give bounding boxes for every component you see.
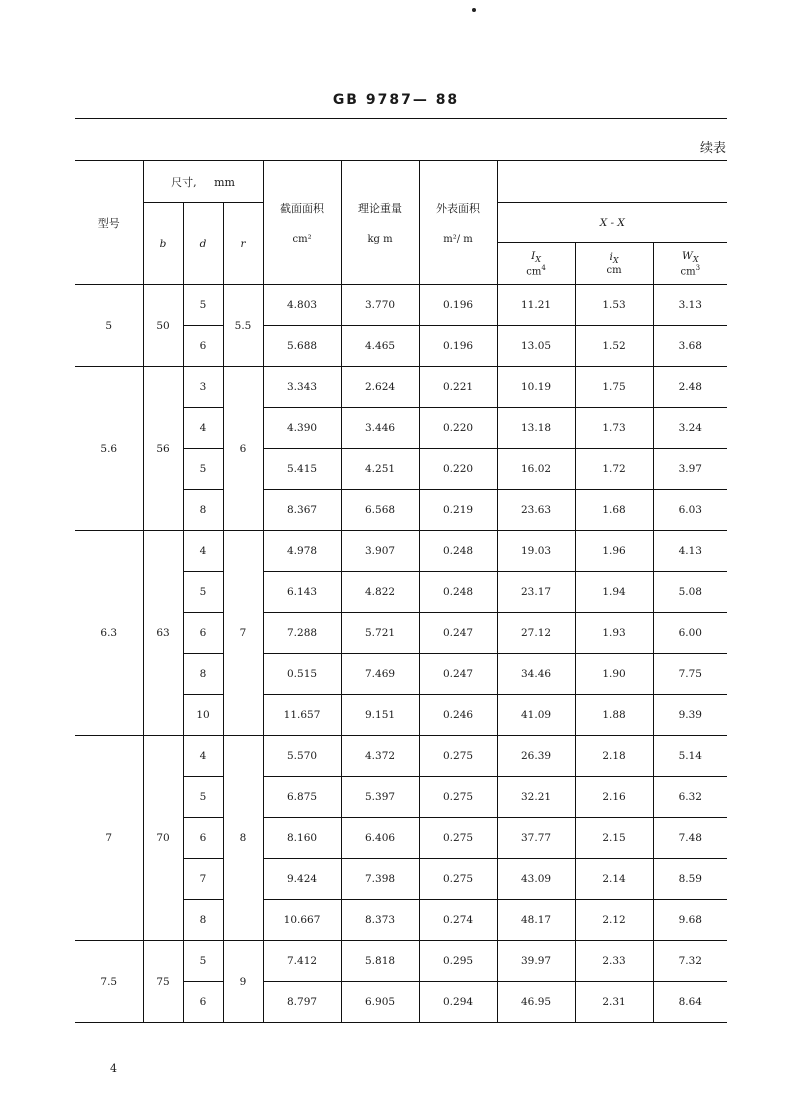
moment-of-inertia-cell: 11.21 xyxy=(497,285,575,326)
d-cell: 5 xyxy=(183,941,223,982)
weight-cell: 7.469 xyxy=(341,654,419,695)
area-cell: 5.415 xyxy=(263,449,341,490)
d-cell: 6 xyxy=(183,613,223,654)
radius-of-gyration-cell: 1.94 xyxy=(575,572,653,613)
radius-of-gyration-cell: 2.31 xyxy=(575,982,653,1023)
d-cell: 8 xyxy=(183,654,223,695)
section-modulus-cell: 8.64 xyxy=(653,982,727,1023)
r-cell: 8 xyxy=(223,736,263,941)
d-cell: 6 xyxy=(183,326,223,367)
radius-of-gyration-cell: 1.68 xyxy=(575,490,653,531)
moment-of-inertia-cell: 48.17 xyxy=(497,900,575,941)
weight-cell: 8.373 xyxy=(341,900,419,941)
radius-of-gyration-cell: 1.88 xyxy=(575,695,653,736)
section-modulus-cell: 7.48 xyxy=(653,818,727,859)
weight-cell: 5.818 xyxy=(341,941,419,982)
section-modulus-cell: 8.59 xyxy=(653,859,727,900)
section-modulus-cell: 3.13 xyxy=(653,285,727,326)
radius-of-gyration-cell: 1.93 xyxy=(575,613,653,654)
radius-of-gyration-cell: 1.96 xyxy=(575,531,653,572)
weight-cell: 2.624 xyxy=(341,367,419,408)
d-cell: 10 xyxy=(183,695,223,736)
area-cell: 5.688 xyxy=(263,326,341,367)
header-radius-of-gyration: $i_X$ cm xyxy=(575,243,653,285)
section-modulus-cell: 7.32 xyxy=(653,941,727,982)
area-cell: 10.667 xyxy=(263,900,341,941)
d-cell: 4 xyxy=(183,408,223,449)
surface-cell: 0.246 xyxy=(419,695,497,736)
surface-cell: 0.196 xyxy=(419,326,497,367)
header-area xyxy=(263,161,341,285)
weight-cell: 5.721 xyxy=(341,613,419,654)
model-cell: 6.3 xyxy=(75,531,143,736)
header-axis-group: X - X xyxy=(497,203,727,243)
model-cell: 5 xyxy=(75,285,143,367)
radius-of-gyration-cell: 1.73 xyxy=(575,408,653,449)
moment-of-inertia-cell: 41.09 xyxy=(497,695,575,736)
surface-cell: 0.275 xyxy=(419,736,497,777)
section-modulus-cell: 3.68 xyxy=(653,326,727,367)
table-row xyxy=(75,285,727,326)
moment-of-inertia-cell: 39.97 xyxy=(497,941,575,982)
moment-of-inertia-cell: 13.05 xyxy=(497,326,575,367)
surface-cell: 0.196 xyxy=(419,285,497,326)
area-cell: 9.424 xyxy=(263,859,341,900)
page-number: 4 xyxy=(110,1062,117,1075)
moment-of-inertia-cell: 46.95 xyxy=(497,982,575,1023)
weight-cell: 9.151 xyxy=(341,695,419,736)
header-dimensions-unit: mm xyxy=(214,175,235,189)
header-area-label: 截面面积 xyxy=(280,202,325,215)
area-cell: 7.288 xyxy=(263,613,341,654)
r-cell: 5.5 xyxy=(223,285,263,367)
header-b: b xyxy=(143,203,183,285)
header-axis-top xyxy=(497,161,727,203)
section-modulus-cell: 5.08 xyxy=(653,572,727,613)
section-modulus-cell: 5.14 xyxy=(653,736,727,777)
header-dimensions-label: 尺寸, xyxy=(171,175,197,189)
header-moment-of-inertia: $I_X$ $cm^4$ xyxy=(497,243,575,285)
radius-of-gyration-cell: 1.75 xyxy=(575,367,653,408)
radius-of-gyration-cell: 1.90 xyxy=(575,654,653,695)
b-cell: 75 xyxy=(143,941,183,1023)
section-modulus-cell: 3.97 xyxy=(653,449,727,490)
radius-of-gyration-cell: 2.14 xyxy=(575,859,653,900)
table-row xyxy=(75,367,727,408)
b-cell: 50 xyxy=(143,285,183,367)
radius-of-gyration-cell: 1.72 xyxy=(575,449,653,490)
section-modulus-cell: 6.00 xyxy=(653,613,727,654)
b-cell: 70 xyxy=(143,736,183,941)
area-cell: 6.143 xyxy=(263,572,341,613)
section-modulus-cell: 6.32 xyxy=(653,777,727,818)
moment-of-inertia-cell: 32.21 xyxy=(497,777,575,818)
d-cell: 4 xyxy=(183,736,223,777)
section-modulus-cell: 7.75 xyxy=(653,654,727,695)
area-cell: 7.412 xyxy=(263,941,341,982)
surface-cell: 0.219 xyxy=(419,490,497,531)
surface-cell: 0.294 xyxy=(419,982,497,1023)
moment-of-inertia-cell: 23.17 xyxy=(497,572,575,613)
radius-of-gyration-cell: 2.33 xyxy=(575,941,653,982)
surface-cell: 0.248 xyxy=(419,531,497,572)
surface-cell: 0.221 xyxy=(419,367,497,408)
d-cell: 3 xyxy=(183,367,223,408)
table-row xyxy=(75,531,727,572)
area-cell: 6.875 xyxy=(263,777,341,818)
continued-label: 续表 xyxy=(699,141,726,156)
b-cell: 63 xyxy=(143,531,183,736)
weight-cell: 4.465 xyxy=(341,326,419,367)
header-weight xyxy=(341,161,419,285)
area-cell: 0.515 xyxy=(263,654,341,695)
b-cell: 56 xyxy=(143,367,183,531)
section-modulus-cell: 2.48 xyxy=(653,367,727,408)
radius-of-gyration-cell: 2.12 xyxy=(575,900,653,941)
d-cell: 8 xyxy=(183,900,223,941)
section-modulus-cell: 3.24 xyxy=(653,408,727,449)
surface-cell: 0.275 xyxy=(419,818,497,859)
d-cell: 6 xyxy=(183,818,223,859)
d-cell: 4 xyxy=(183,531,223,572)
d-cell: 5 xyxy=(183,285,223,326)
weight-cell: 3.770 xyxy=(341,285,419,326)
radius-of-gyration-cell: 1.53 xyxy=(575,285,653,326)
steel-section-table xyxy=(75,160,727,1023)
table-row xyxy=(75,941,727,982)
area-cell: 4.803 xyxy=(263,285,341,326)
surface-cell: 0.220 xyxy=(419,449,497,490)
header-weight-label: 理论重量 xyxy=(358,202,403,215)
header-surface-unit: m²/ m xyxy=(443,234,473,245)
moment-of-inertia-cell: 37.77 xyxy=(497,818,575,859)
area-cell: 11.657 xyxy=(263,695,341,736)
moment-of-inertia-cell: 10.19 xyxy=(497,367,575,408)
table-row xyxy=(75,736,727,777)
section-modulus-cell: 9.68 xyxy=(653,900,727,941)
weight-cell: 3.907 xyxy=(341,531,419,572)
moment-of-inertia-cell: 13.18 xyxy=(497,408,575,449)
area-cell: 8.367 xyxy=(263,490,341,531)
area-cell: 8.160 xyxy=(263,818,341,859)
section-modulus-cell: 6.03 xyxy=(653,490,727,531)
weight-cell: 3.446 xyxy=(341,408,419,449)
surface-cell: 0.247 xyxy=(419,654,497,695)
moment-of-inertia-cell: 16.02 xyxy=(497,449,575,490)
header-rule xyxy=(75,118,727,119)
weight-cell: 7.398 xyxy=(341,859,419,900)
r-cell: 7 xyxy=(223,531,263,736)
surface-cell: 0.275 xyxy=(419,859,497,900)
header-d: d xyxy=(183,203,223,285)
radius-of-gyration-cell: 2.18 xyxy=(575,736,653,777)
header-surface xyxy=(419,161,497,285)
area-cell: 4.390 xyxy=(263,408,341,449)
d-cell: 5 xyxy=(183,777,223,818)
weight-cell: 6.568 xyxy=(341,490,419,531)
r-cell: 6 xyxy=(223,367,263,531)
d-cell: 5 xyxy=(183,572,223,613)
header-section-modulus: $W_X$ $cm^3$ xyxy=(653,243,727,285)
moment-of-inertia-cell: 43.09 xyxy=(497,859,575,900)
moment-of-inertia-cell: 27.12 xyxy=(497,613,575,654)
surface-cell: 0.248 xyxy=(419,572,497,613)
section-modulus-cell: 9.39 xyxy=(653,695,727,736)
header-r: r xyxy=(223,203,263,285)
model-cell: 5.6 xyxy=(75,367,143,531)
moment-of-inertia-cell: 23.63 xyxy=(497,490,575,531)
moment-of-inertia-cell: 26.39 xyxy=(497,736,575,777)
weight-cell: 4.251 xyxy=(341,449,419,490)
model-cell: 7.5 xyxy=(75,941,143,1023)
area-cell: 5.570 xyxy=(263,736,341,777)
area-cell: 8.797 xyxy=(263,982,341,1023)
document-code: GB 9787— 88 xyxy=(332,92,460,108)
header-model: 型号 xyxy=(75,161,143,285)
moment-of-inertia-cell: 19.03 xyxy=(497,531,575,572)
d-cell: 5 xyxy=(183,449,223,490)
surface-cell: 0.220 xyxy=(419,408,497,449)
section-modulus-cell: 4.13 xyxy=(653,531,727,572)
radius-of-gyration-cell: 2.16 xyxy=(575,777,653,818)
area-cell: 4.978 xyxy=(263,531,341,572)
d-cell: 8 xyxy=(183,490,223,531)
weight-cell: 5.397 xyxy=(341,777,419,818)
model-cell: 7 xyxy=(75,736,143,941)
surface-cell: 0.247 xyxy=(419,613,497,654)
table-body xyxy=(75,285,727,1023)
area-cell: 3.343 xyxy=(263,367,341,408)
header-dimensions xyxy=(143,161,263,203)
weight-cell: 4.372 xyxy=(341,736,419,777)
header-weight-unit: kg m xyxy=(367,234,393,245)
weight-cell: 6.406 xyxy=(341,818,419,859)
moment-of-inertia-cell: 34.46 xyxy=(497,654,575,695)
radius-of-gyration-cell: 1.52 xyxy=(575,326,653,367)
d-cell: 6 xyxy=(183,982,223,1023)
header-area-unit: cm² xyxy=(292,234,312,245)
radius-of-gyration-cell: 2.15 xyxy=(575,818,653,859)
weight-cell: 4.822 xyxy=(341,572,419,613)
header-surface-label: 外表面积 xyxy=(436,202,481,215)
surface-cell: 0.274 xyxy=(419,900,497,941)
surface-cell: 0.275 xyxy=(419,777,497,818)
d-cell: 7 xyxy=(183,859,223,900)
scan-speck xyxy=(472,8,476,12)
surface-cell: 0.295 xyxy=(419,941,497,982)
r-cell: 9 xyxy=(223,941,263,1023)
weight-cell: 6.905 xyxy=(341,982,419,1023)
